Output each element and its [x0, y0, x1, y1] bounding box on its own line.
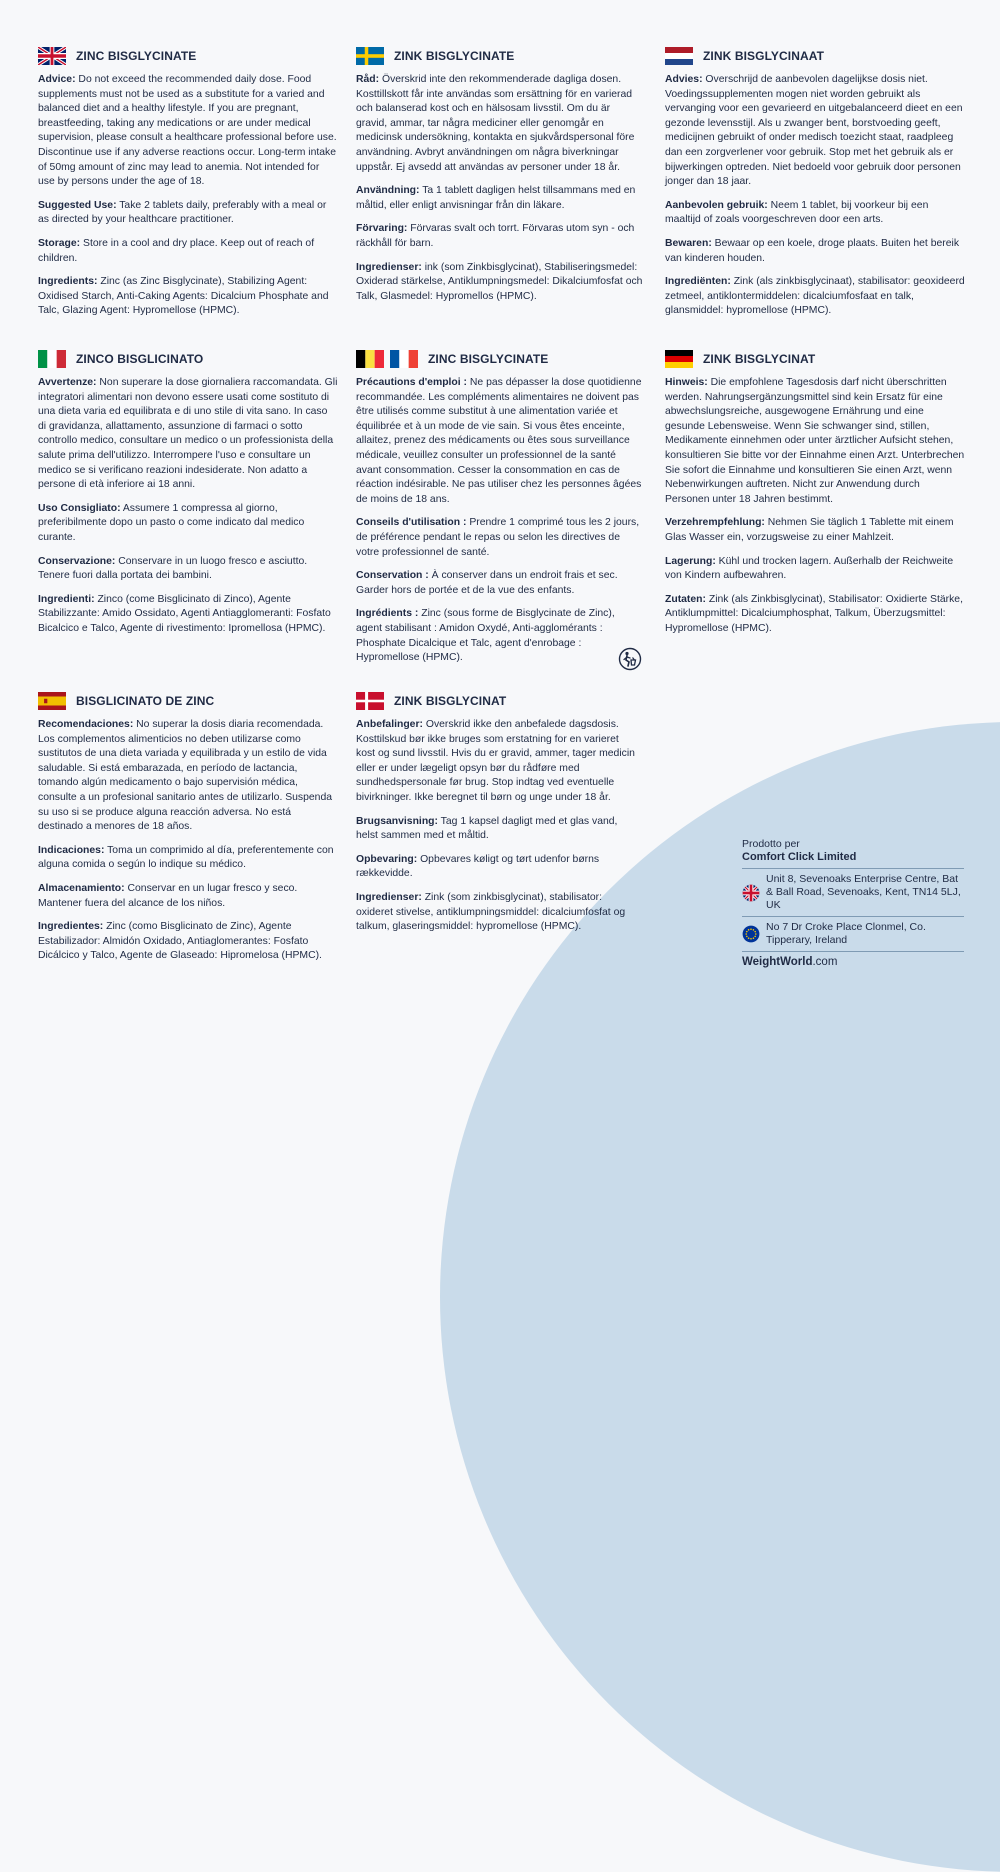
section-header	[665, 45, 965, 67]
paragraph-storage: Bewaren: Bewaar op een koele, droge plaats. Buiten het bereik van kinderen houden.	[665, 237, 960, 264]
section-title: ZINC BISGLYCINATE	[428, 352, 549, 366]
eu-flag-icon	[742, 925, 760, 943]
paragraph-suggested-use: Indicaciones: Toma un comprimido al día, preferentemente con alguna comida o según lo indique su médico.	[38, 844, 334, 871]
section-title: BISGLICINATO DE ZINC	[76, 694, 215, 708]
paragraph-advice: Précautions d'emploi : Ne pas dépasser la dose quotidienne recommandée. Les compléments alimentaires ne doivent pas être utilisés comme substitut à une alimentation variée et équilibrée et à un mode de vie sain. Si vous êtes enceinte, allaitez, prenez des médicaments ou êtes sous surveillance médicale, veuillez consulter un professionnel de la santé avant consommation. Cesser la consommation en cas de réaction indésirable. Ne pas utiliser chez les personnes âgées de moins de 18 ans.	[356, 377, 642, 505]
section-it	[38, 348, 338, 646]
paragraph-storage: Lagerung: Kühl und trocken lagern. Außerhalb der Reichweite von Kindern aufbewahren.	[665, 555, 954, 582]
italy-flag-icon	[38, 350, 66, 368]
paragraph-ingredients: Ingredienti: Zinco (come Bisglicinato di Zinco), Agente Stabilizzante: Amido Ossidato, Agenti Antiagglomeranti: Fosfato Bicalcico e Talco, Agente di rivestimento: Ipromellosa (HPMC).	[38, 593, 331, 634]
paragraph-ingredients: Ingredienser: ink (som Zinkbisglycinat), Stabiliseringsmedel: Oxiderad stärkelse, Antiklumpningsmedel: Dikalciumfosfat och Talk, Glasmedel: Hypromellos (HPMC).	[356, 261, 643, 302]
section-header	[356, 348, 644, 370]
section-title: ZINK BISGLYCINATE	[394, 49, 515, 63]
paragraph-suggested-use: Suggested Use: Take 2 tablets daily, preferably with a meal or as directed by your healthcare practitioner.	[38, 199, 327, 226]
uk-address: Unit 8, Sevenoaks Enterprise Centre, Bat & Ball Road, Sevenoaks, Kent, TN14 5LJ, UK	[766, 873, 961, 911]
paragraph-storage: Almacenamiento: Conservar en un lugar fresco y seco. Mantener fuera del alcance de los niños.	[38, 882, 298, 909]
company-info	[742, 838, 964, 969]
paragraph-suggested-use: Conseils d'utilisation : Prendre 1 comprimé tous les 2 jours, de préférence pendant le repas ou selon les directives de votre professionnel de santé.	[356, 517, 640, 558]
paragraph-suggested-use: Brugsanvisning: Tag 1 kapsel dagligt med et glas vand, helst sammen med et måltid.	[356, 815, 618, 842]
paragraph-advice: Anbefalinger: Overskrid ikke den anbefalede dagsdosis. Kosttilskud bør ikke bruges som erstatning for en varieret kost og sund livsstil. Hvis du er gravid, ammer, tager medicin eller er under lægeligt opsyn bør du rådføre med sundhedspersonale før brug. Stop indtag ved eventuelle bivirkninger. Ikke beregnet til børn og unge under 18 år.	[356, 719, 635, 803]
paragraph-storage: Conservation : À conserver dans un endroit frais et sec. Garder hors de portée et de la vue des enfants.	[356, 570, 618, 596]
spain-flag-icon	[38, 692, 66, 710]
paragraph-suggested-use: Verzehrempfehlung: Nehmen Sie täglich 1 Tablette mit einem Glas Wasser ein, vorzugsweise zu einer Mahlzeit.	[665, 517, 954, 543]
paragraph-suggested-use: Användning: Ta 1 tablett dagligen helst tillsammans med en måltid, eller enligt anvisningar från din läkare.	[356, 185, 636, 211]
section-da	[356, 690, 638, 944]
section-title: ZINK BISGLYCINAT	[703, 352, 816, 366]
section-de	[665, 348, 965, 646]
denmark-flag-icon	[356, 692, 384, 710]
company-name: Comfort Click Limited	[742, 851, 857, 863]
germany-flag-icon	[665, 350, 693, 368]
produced-by-label: Prodotto per	[742, 838, 800, 850]
netherlands-flag-icon	[665, 47, 693, 65]
section-header	[38, 45, 338, 67]
paragraph-suggested-use: Uso Consigliato: Assumere 1 compressa al giorno, preferibilmente dopo un pasto o come indicato dal medico curante.	[38, 502, 305, 543]
france-flag-icon	[390, 350, 418, 368]
section-title: ZINCO BISGLICINATO	[76, 352, 204, 366]
paragraph-ingredients: Ingredients: Zinc (as Zinc Bisglycinate), Stabilizing Agent: Oxidised Starch, Anti-Caking Agents: Dicalcium Phosphate and Talc, Glazing Agent: Hypromellose (HPMC).	[38, 276, 329, 317]
paragraph-storage: Storage: Store in a cool and dry place. Keep out of reach of children.	[38, 237, 315, 264]
section-nl	[665, 45, 965, 328]
sweden-flag-icon	[356, 47, 384, 65]
section-title: ZINK BISGLYCINAT	[394, 694, 507, 708]
section-en	[38, 45, 338, 328]
paragraph-storage: Opbevaring: Opbevares køligt og tørt udenfor børns rækkevidde.	[356, 853, 600, 880]
paragraph-ingredients: Ingredienser: Zink (som zinkbisglycinat), stabilisator: oxideret stivelse, antiklumpningsmiddel: dicalciumfosfat og talkum, glaseringsmiddel: hypromellose (HPMC).	[356, 891, 626, 933]
paragraph-ingredients: Zutaten: Zink (als Zinkbisglycinat), Stabilisator: Oxidierte Stärke, Antiklumpmittel: Dicalciumphosphat, Talkum, Überzugsmittel: Hypromellose (HPMC).	[665, 593, 963, 634]
uk-flag-icon	[38, 47, 66, 65]
eu-address-row	[742, 916, 964, 951]
section-header	[356, 45, 644, 67]
paragraph-suggested-use: Aanbevolen gebruik: Neem 1 tablet, bij voorkeur bij een maaltijd of zoals voorgeschreven door een arts.	[665, 199, 929, 226]
paragraph-storage: Förvaring: Förvaras svalt och torrt. Förvaras utom syn - och räckhåll för barn.	[356, 223, 635, 249]
section-fr	[356, 348, 644, 675]
website-link[interactable]: WeightWorld.com	[742, 951, 964, 969]
paragraph-advice: Avvertenze: Non superare la dose giornaliera raccomandata. Gli integratori alimentari non devono essere usati come sostituto di una dieta varia ed equilibrata e di uno stile di vita sano. In caso di gravidanza, allattamento, assunzione di farmaci o sotto controllo medico, consultare un medico o un professionista della salute prima dell'utilizzo. Interrompere l'uso e consultare un medico se si verificano reazioni indesiderate. Non adatto a persone di età inferiore ai 18 anni.	[38, 377, 338, 491]
paragraph-advice: Recomendaciones: No superar la dosis diaria recomendada. Los complementos alimenticios no deben utilizarse como sustitutos de una dieta variada y equilibrada y un estilo de vida saludable. Si está embarazada, en período de lactancia, tomando algún medicamento o bajo supervisión médica, consulte a un profesional sanitario antes de utilizarlo. Suspenda su uso si se produce alguna reacción adversa. No está destinado a menores de 18 años.	[38, 719, 333, 833]
uk-flag-icon	[742, 884, 760, 902]
section-header	[38, 348, 338, 370]
section-title: ZINC BISGLYCINATE	[76, 49, 197, 63]
paragraph-advice: Advies: Overschrijd de aanbevolen dagelijkse dosis niet. Voedingssupplementen mogen niet worden gebruikt als vervanging voor een gevarieerd en uitgebalanceerd dieet en een gezonde levensstijl. Als u zwanger bent, borstvoeding geeft, medicijnen gebruikt of onder medisch toezicht staat, raadpleeg dan een zorgverlener voor gebruik. Stop met het gebruik als er bijwerkingen optreden. Niet bedoeld voor gebruik door personen jonger dan 18 jaar.	[665, 74, 963, 188]
uk-address-row	[742, 868, 964, 916]
paragraph-advice: Råd: Överskrid inte den rekommenderade dagliga dosen. Kosttillskott får inte användas som ersättning för en varierad och balanserad kost och en hälsosam livsstil. Om du är gravid, ammar, tar några mediciner eller genomgår en medicinsk undersökning, kontakta en sjukvårdspersonal före användning. Avbryt användningen om några biverkningar uppstår. Ej avsedd att användas av personer under 18 år.	[356, 74, 635, 173]
section-title: ZINK BISGLYCINAAT	[703, 49, 825, 63]
recycle-icon	[618, 647, 642, 671]
section-header	[665, 348, 965, 370]
paragraph-ingredients: Ingredientes: Zinc (como Bisglicinato de Zinc), Agente Estabilizador: Almidón Oxidado, Antiaglomerantes: Fosfato Dicálcico y Talco, Agente de Glaseado: Hipromelosa (HPMC).	[38, 921, 322, 962]
belgium-flag-icon	[356, 350, 384, 368]
paragraph-ingredients: Ingrédients : Zinc (sous forme de Bisglycinate de Zinc), agent stabilisant : Amidon Oxydé, Anti-agglomérants : Phosphate Dicalcique et Talc, agent d'enrobage : Hypromellose (HPMC).	[356, 608, 615, 664]
eu-address: No 7 Dr Croke Place Clonmel, Co. Tipperary, Ireland	[766, 921, 926, 946]
section-sv	[356, 45, 644, 313]
section-header	[356, 690, 638, 712]
paragraph-advice: Advice: Do not exceed the recommended daily dose. Food supplements must not be used as a substitute for a varied and balanced diet and a healthy lifestyle. If you are pregnant, breastfeeding, taking any medications or are under medical supervision, please consult a healthcare professional before use. Discontinue use if any adverse reactions occur. Long-term intake of 50mg amount of zinc may lead to anemia. Not intended for use by persons under the age of 18.	[38, 74, 337, 188]
section-es	[38, 690, 338, 973]
section-header	[38, 690, 338, 712]
paragraph-advice: Hinweis: Die empfohlene Tagesdosis darf nicht überschritten werden. Nahrungsergänzungsmittel sind kein Ersatz für eine abwechslungsreiche, ausgewogene Ernährung und eine gesunde Lebensweise. Wenn Sie schwanger sind, stillen, Medikamente einnehmen oder unter ärztlicher Aufsicht stehen, konsultieren Sie bitte vor der Einnahme einen Arzt. Unterbrechen Sie sofort die Einnahme und konsultieren Sie einen Arzt, wenn Nebenwirkungen auftreten. Nicht zur Anwendung durch Personen unter 18 Jahren bestimmt.	[665, 377, 965, 505]
paragraph-ingredients: Ingrediënten: Zink (als zinkbisglycinaat), stabilisator: geoxideerd zetmeel, antiklontermiddelen: dicalciumfosfaat en talk, glansmiddel: hypromellose (HPMC).	[665, 276, 965, 317]
paragraph-storage: Conservazione: Conservare in un luogo fresco e asciutto. Tenere fuori dalla portata dei bambini.	[38, 555, 308, 582]
